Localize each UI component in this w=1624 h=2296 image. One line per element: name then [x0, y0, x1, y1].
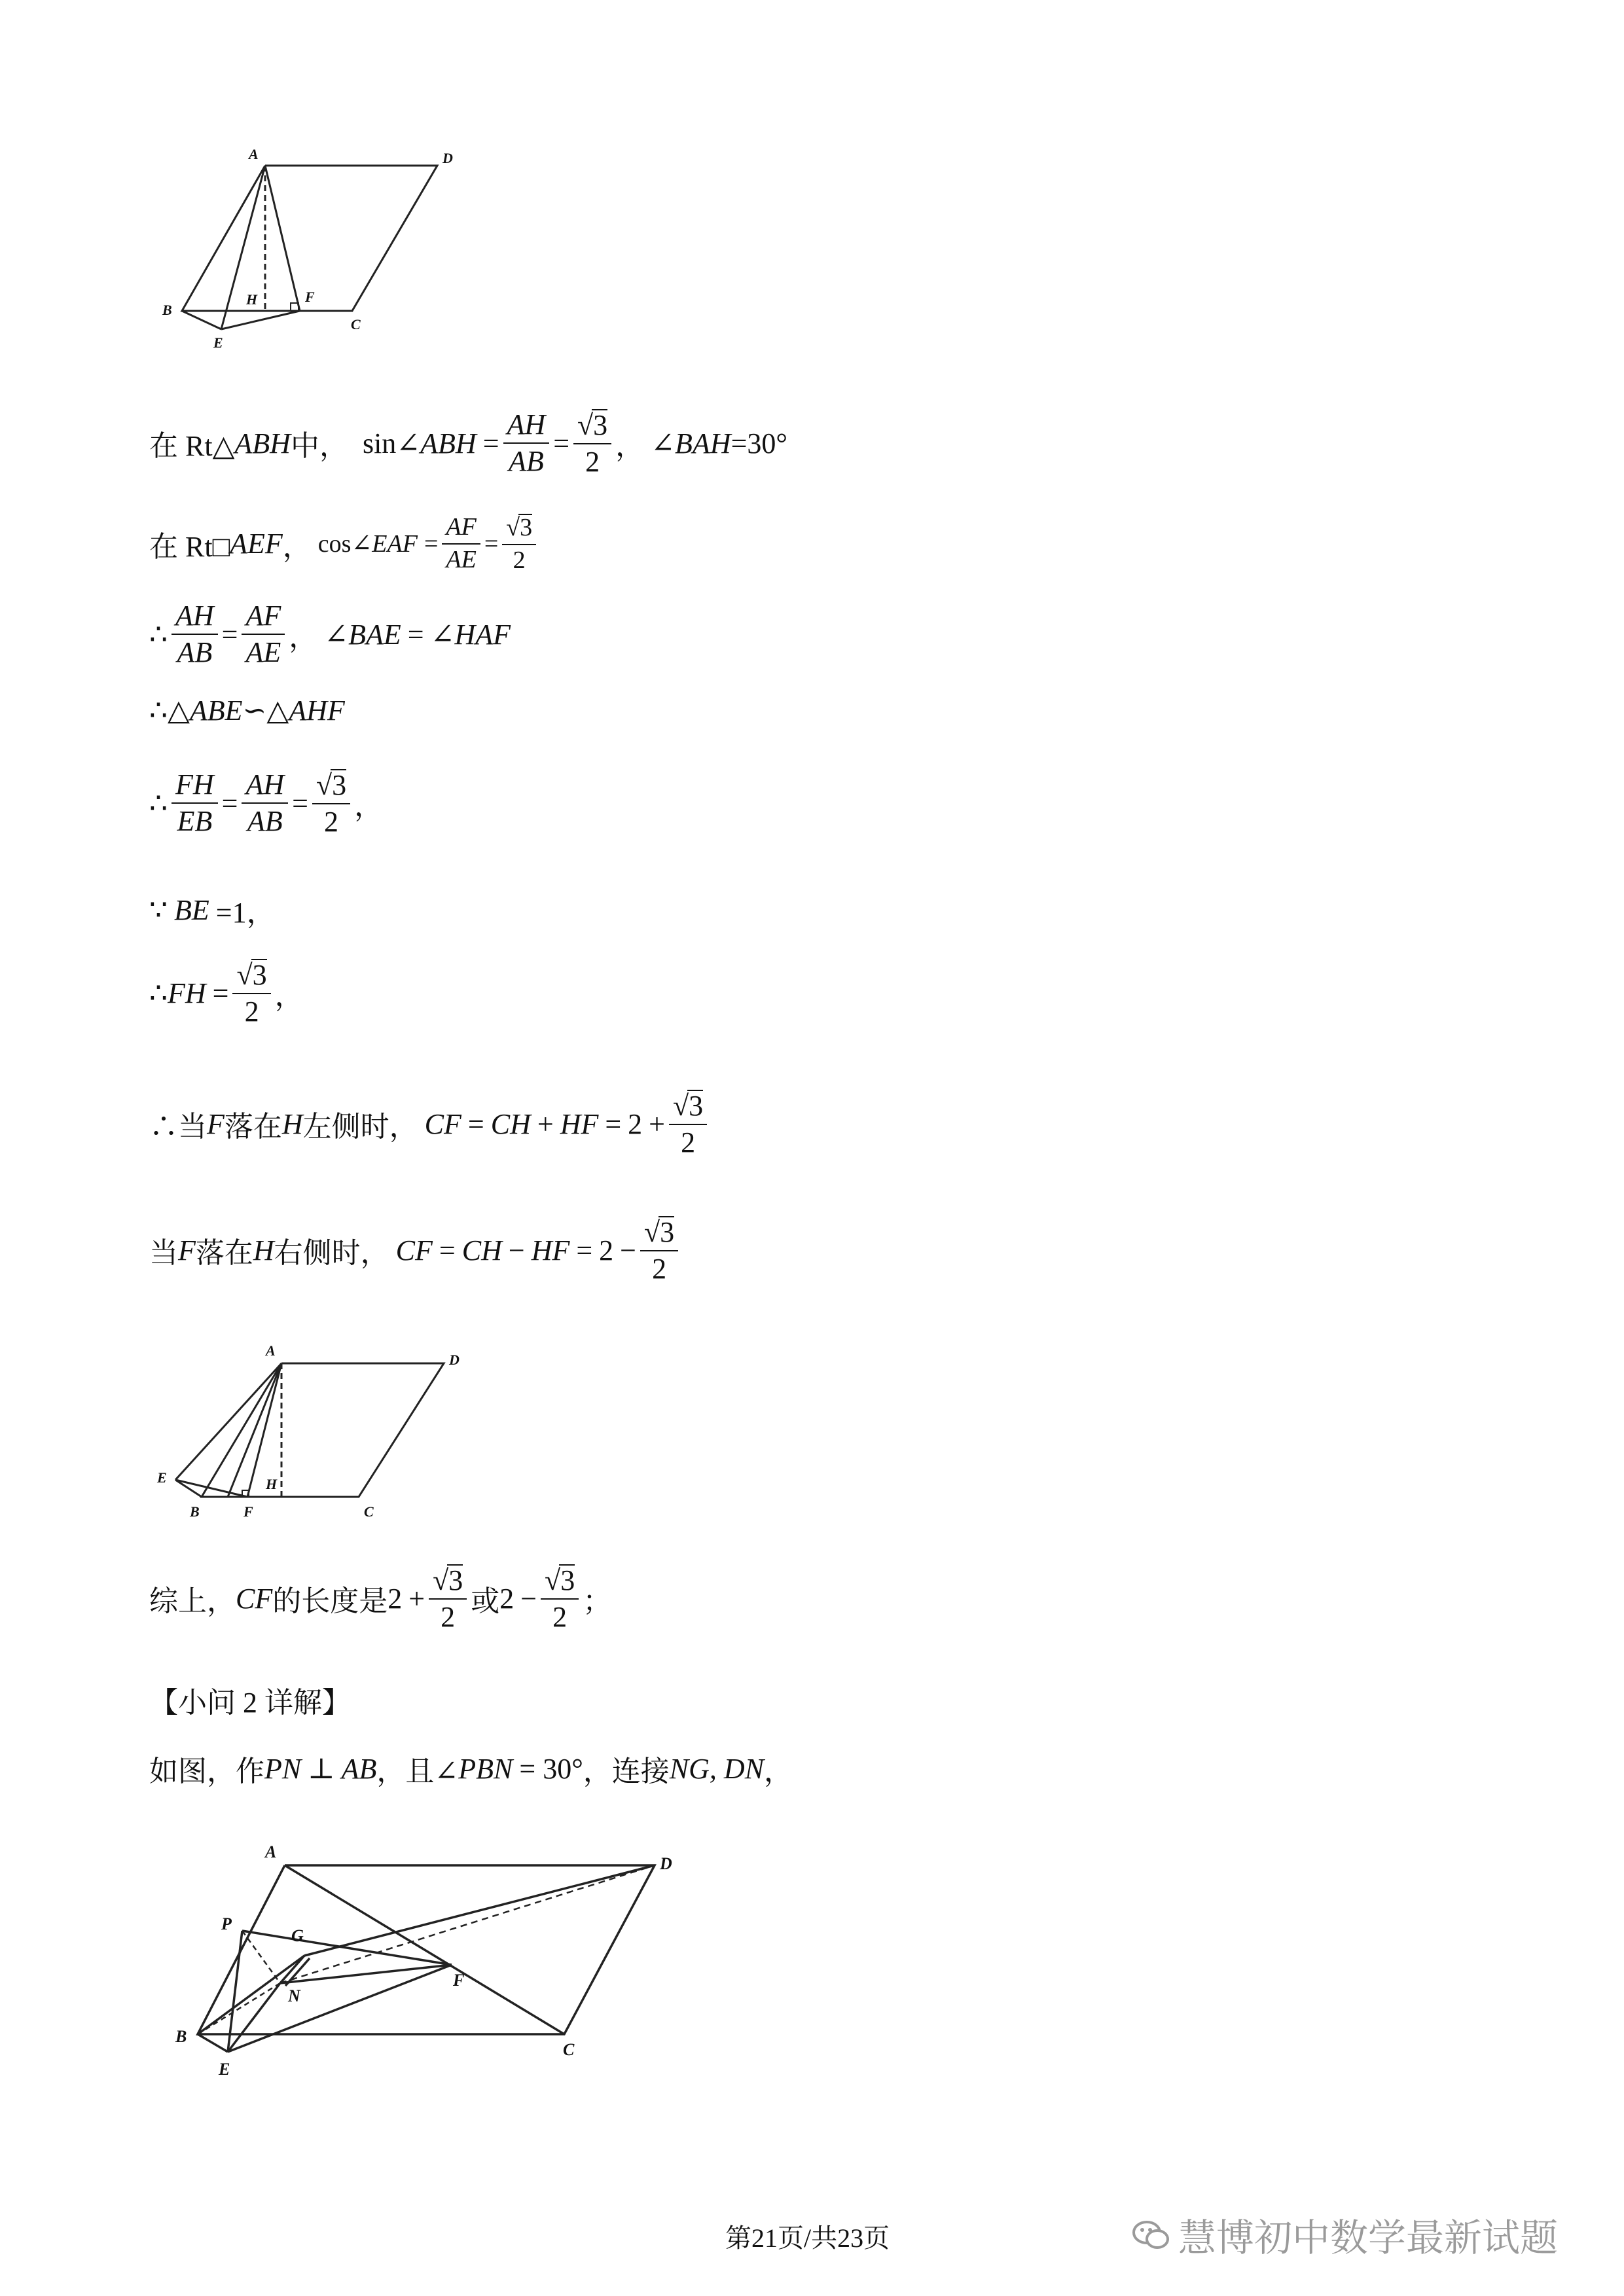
fig3-line-gd	[304, 1865, 655, 1956]
line-1: 在 Rt△ ABH 中， sin∠ ABH = $\frac{AH}{AB}$ = $\frac{√3}{2}$ ， ∠ BAH =30°	[149, 408, 787, 478]
fig1-label-f: F	[305, 289, 315, 305]
fig1-line-af	[265, 166, 300, 311]
line-3: ∴ $\frac{AH}{AB}$ = $\frac{AF}{AE}$ ， ∠ BAE = ∠ HAF	[149, 600, 511, 669]
fig3-label-a: A	[265, 1842, 277, 1861]
fig1-label-d: D	[442, 150, 453, 166]
line-5: ∴ $\frac{FH}{EB}$ = $\frac{AH}{AB}$ = $\frac{√3}{2}$ ，	[149, 768, 384, 838]
fig1-label-e: E	[213, 334, 223, 351]
fig3-line-be	[198, 2034, 228, 2052]
line-9: 当 F 落在 H 右侧时， CF = CH − HF = 2 − $\frac{√3}{2}$	[149, 1216, 682, 1284]
line-7: ∴ FH = $\frac{√3}{2}$ ，	[149, 959, 304, 1028]
line-12: 如图，作 PN ⊥ AB ，且∠ PBN = 30° ，连接 NG, DN ，	[149, 1752, 793, 1787]
figure-2-parallelogram	[151, 1325, 491, 1535]
fig3-label-g: G	[291, 1926, 304, 1945]
fig1-line-be	[182, 311, 221, 329]
fig2-label-h: H	[266, 1476, 278, 1492]
line-8: ∴当 F 落在 H 左侧时， CF = CH + HF = 2 + $\frac{√3}{2}$	[149, 1090, 711, 1158]
fig1-label-h: H	[246, 291, 258, 308]
line-2: 在 Rt□ AEF ， cos∠ EAF = $\frac{AF}{AE}$ = $\frac{√3}{2}$	[149, 514, 540, 574]
fig1-label-a: A	[249, 146, 259, 162]
fig2-label-f: F	[244, 1503, 253, 1520]
fig3-label-f: F	[453, 1971, 465, 1990]
fig3-label-e: E	[219, 2060, 230, 2079]
fig1-line-ef	[221, 311, 300, 329]
fig2-label-e: E	[157, 1469, 167, 1486]
fig3-label-d: D	[660, 1854, 672, 1873]
fig1-line-ae	[221, 166, 265, 329]
line-6: ∵ BE =1，	[149, 893, 276, 929]
fig2-label-b: B	[190, 1503, 200, 1520]
line-4: ∴△ ABE ∽△ AHF	[149, 694, 345, 726]
fig2-parallelogram-outline	[202, 1363, 444, 1497]
fig1-label-b: B	[162, 302, 172, 318]
fig3-label-n: N	[288, 1986, 300, 2005]
fig3-dashed-pn	[242, 1931, 280, 1983]
fig2-line-ae	[175, 1363, 281, 1480]
fig2-line-ef	[175, 1480, 247, 1497]
fig3-dashed-nd	[280, 1865, 655, 1983]
page-number: 第21页/共23页	[725, 2223, 890, 2253]
fig3-label-b: B	[175, 2027, 187, 2046]
section-heading: 【小问 2 详解】	[149, 1687, 351, 1719]
fig3-label-c: C	[563, 2040, 575, 2059]
line-10: 综上， CF 的长度是 2 + $\frac{√3}{2}$ 或 2 − $\frac{√3}{2}$ ；	[149, 1564, 612, 1634]
fig1-label-c: C	[351, 316, 361, 332]
watermark: 慧博初中数学最新试题	[1131, 2207, 1558, 2262]
figure-1-parallelogram	[151, 134, 478, 363]
figure-3-parallelogram	[157, 1826, 720, 2114]
fig2-label-d: D	[449, 1352, 460, 1368]
fig2-label-a: A	[266, 1342, 276, 1359]
wechat-icon	[1131, 2218, 1170, 2251]
fig3-label-p: P	[221, 1914, 232, 1933]
fig2-label-c: C	[364, 1503, 374, 1520]
